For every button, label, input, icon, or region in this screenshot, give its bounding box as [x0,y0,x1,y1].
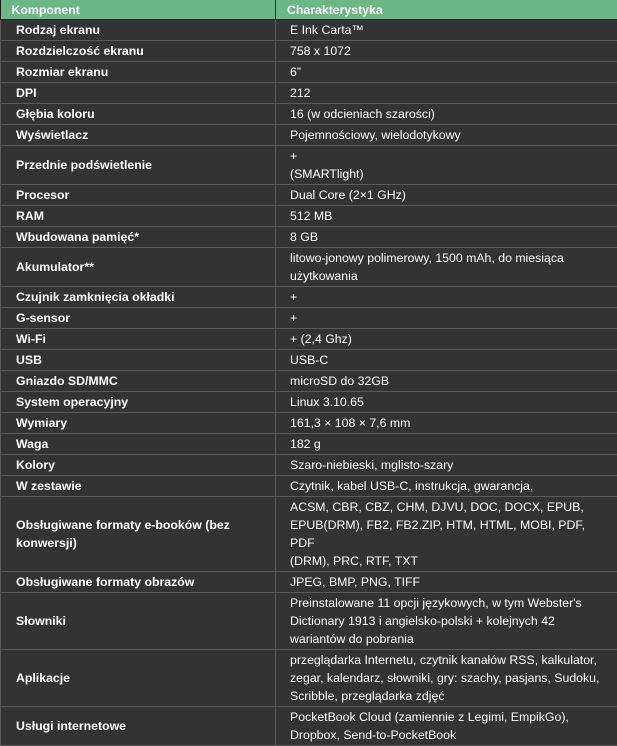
table-row [1,146,617,185]
row-component: Rodzaj ekranu [1,20,276,41]
row-value: Linux 3.10.65 [276,392,617,413]
table-row [1,392,617,413]
row-component: Waga [1,434,276,455]
row-component: USB [1,350,276,371]
row-component: RAM [1,206,276,227]
row-value: 182 g [276,434,617,455]
header-characteristics: Charakterystyka [276,0,617,20]
table-row [1,434,617,455]
row-component: Aplikacje [1,650,276,707]
row-value: USB-C [276,350,617,371]
row-component: G-sensor [1,308,276,329]
table-row [1,41,617,62]
row-value: Pojemnościowy, wielodotykowy [276,125,617,146]
header-row [1,0,617,20]
row-component: W zestawie [1,476,276,497]
row-component: Gniazdo SD/MMC [1,371,276,392]
row-component: Słowniki [1,593,276,650]
row-value: 758 x 1072 [276,41,617,62]
row-component: Wyświetlacz [1,125,276,146]
row-value: 161,3 × 108 × 7,6 mm [276,413,617,434]
table-row [1,20,617,41]
table-row [1,650,617,707]
table-row [1,350,617,371]
row-component: Wbudowana pamięć* [1,227,276,248]
table-row [1,287,617,308]
row-value: Czytnik, kabel USB-C, instrukcja, gwarancja, [276,476,617,497]
header-component: Komponent [1,0,276,20]
row-value: litowo-jonowy polimerowy, 1500 mAh, do miesiąca użytkowania [276,248,617,287]
row-value: JPEG, BMP, PNG, TIFF [276,572,617,593]
row-component: Wi-Fi [1,329,276,350]
row-value: przeglądarka Internetu, czytnik kanałów RSS, kalkulator, zegar, kalendarz, słowniki, gry: szachy, pasjans, Sudoku, Scribble, przeglądarka zdjęć [276,650,617,707]
row-value: 512 MB [276,206,617,227]
table-row [1,206,617,227]
table-row [1,572,617,593]
row-component: Rozmiar ekranu [1,62,276,83]
row-component: Głębia koloru [1,104,276,125]
row-component: Procesor [1,185,276,206]
row-component: Kolory [1,455,276,476]
table-row [1,329,617,350]
row-component: Czujnik zamknięcia okładki [1,287,276,308]
row-value: microSD do 32GB [276,371,617,392]
row-value: 16 (w odcieniach szarości) [276,104,617,125]
table-row [1,227,617,248]
table-row [1,413,617,434]
row-value: + (2,4 Ghz) [276,329,617,350]
row-value: Szaro-niebieski, mglisto-szary [276,455,617,476]
table-row [1,104,617,125]
row-value: E Ink Carta™ [276,20,617,41]
row-component: Usługi internetowe [1,707,276,746]
row-component: System operacyjny [1,392,276,413]
table-row [1,476,617,497]
row-component: Przednie podświetlenie [1,146,276,185]
row-value: Preinstalowane 11 opcji językowych, w tym Webster's Dictionary 1913 i angielsko-polski + kolejnych 42 wariantów do pobrania [276,593,617,650]
table-row [1,62,617,83]
table-row [1,185,617,206]
table-row [1,371,617,392]
table-row [1,593,617,650]
row-component: Obsługiwane formaty obrazów [1,572,276,593]
row-component: DPI [1,83,276,104]
row-value: Dual Core (2×1 GHz) [276,185,617,206]
row-value: PocketBook Cloud (zamiennie z Legimi, EmpikGo), Dropbox, Send-to-PocketBook [276,707,617,746]
table-row [1,125,617,146]
row-value: + [276,308,617,329]
table-row [1,455,617,476]
row-value: + [276,287,617,308]
table-body [1,20,617,746]
table-row [1,497,617,572]
table-row [1,248,617,287]
row-value: ACSM, CBR, CBZ, CHM, DJVU, DOC, DOCX, EPUB, EPUB(DRM), FB2, FB2.ZIP, HTM, HTML, MOBI, PDF, PDF (DRM), PRC, RTF, TXT [276,497,617,572]
row-value: + (SMARTlight) [276,146,617,185]
table-row [1,707,617,746]
row-component: Wymiary [1,413,276,434]
row-value: 8 GB [276,227,617,248]
row-component: Obsługiwane formaty e-booków (bez konwersji) [1,497,276,572]
row-value: 212 [276,83,617,104]
row-component: Rozdzielczość ekranu [1,41,276,62]
table-row [1,308,617,329]
row-value: 6” [276,62,617,83]
table-row [1,83,617,104]
row-component: Akumulator** [1,248,276,287]
